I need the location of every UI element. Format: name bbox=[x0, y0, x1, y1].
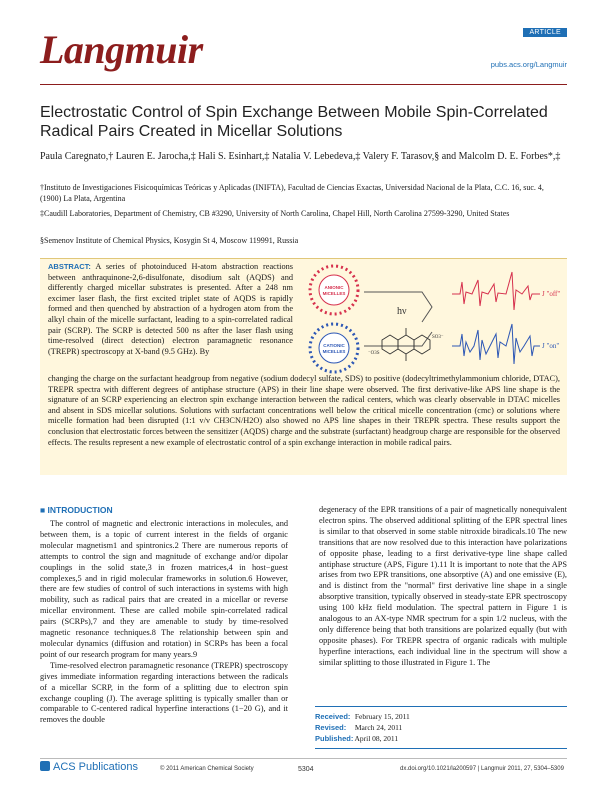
right-column bbox=[319, 505, 567, 669]
abstract-text-full: changing the charge on the surfactant headgroup from negative (sodium dodecyl sulfate, SDS) to positive (dodecyltrimethylammonium chloride, DTAC), TREPR spectra with different degrees of antiphase structure (APS) in their line shape were observed. The first derivative-like APS line shape is the signature of an SCRP experiencing an electron spin exchange interaction between the radical centers, which was clearly observable in DTAC micelles and absent in SDS micellar solutions. Solutions with surfactant concentrations well below the critical micelle concentration (cmc) or solutions where micelle formation had been disrupted (1:1 v/v CH3CN/H2O) also showed no APS line shapes in their TREPR spectra. These results support the conclusion that electrostatic forces between the sensitizer (AQDS) charge and the substrate (surfactant) headgroup charge are responsible for the observed effects. The results represent a new example of electrostatic control of a spin exchange interaction in mobile radical pairs. bbox=[48, 374, 560, 447]
affiliation-1: †Instituto de Investigaciones Fisicoquímicas Teóricas y Aplicadas (INIFTA), Facultad de Ciencias Exactas, Universidad Nacional de la Plata, C.C. 16, suc. 4, (1900) La Plata, Argentina bbox=[40, 183, 544, 203]
so3-label: SO3⁻ bbox=[432, 335, 444, 340]
doi-citation[interactable]: dx.doi.org/10.1021/la200597 | Langmuir 2011, 27, 5304–5309 bbox=[400, 766, 564, 772]
toc-graphic bbox=[302, 262, 562, 374]
anionic-label-2: MICELLES bbox=[322, 291, 346, 296]
revised-label: Revised: bbox=[315, 723, 347, 732]
spectrum-j-on bbox=[452, 324, 540, 364]
spectrum-j-off bbox=[452, 272, 540, 310]
received-date: February 15, 2011 bbox=[354, 712, 410, 721]
header-rule bbox=[40, 84, 567, 85]
received-row bbox=[315, 711, 567, 722]
cationic-label-2: MICELLES bbox=[322, 349, 346, 354]
anionic-label-1: ANIONIC bbox=[324, 285, 344, 290]
section-heading-introduction: ■ INTRODUCTION bbox=[40, 505, 113, 515]
acs-publications-logo bbox=[40, 761, 138, 773]
anionic-micelle-icon bbox=[310, 266, 358, 314]
hv-label: hν bbox=[397, 306, 407, 317]
cationic-label-1: CATIONIC bbox=[323, 343, 345, 348]
j-off-label: J "off" bbox=[542, 290, 561, 298]
affiliation-3: §Semenov Institute of Chemical Physics, Kosygin St 4, Moscow 119991, Russia bbox=[40, 236, 299, 245]
received-label: Received: bbox=[315, 712, 351, 721]
journal-url[interactable]: pubs.acs.org/Langmuir bbox=[490, 60, 567, 69]
left-column bbox=[40, 519, 288, 726]
intro-paragraph-1: The control of magnetic and electronic interactions in molecules, and between them, is a topic of current interest in the fields of organic molecular magnetism1 and spintronics.2 There are numerous reports of attempts to control the sign and magnitude of exchange and/or dipolar couplings in the solid state,3 in frozen matrices,4 in host−guest complexes,5 and in rigid molecular frameworks in solution.6 However, there are few studies of control of such interactions in systems with high mobility, such as radical pairs that are created in a micellar or reverse micellar environment. These are called mobile spin-correlated radical pairs (SCRPs),7 and they are amenable to study by time-resolved magnetic resonance techniques.8 The relationship between spin and molecular dynamics (diffusion and rotation) in SCRPs has been a focal point of our research program for many years.9 bbox=[40, 519, 288, 659]
abstract-text-top bbox=[48, 262, 293, 357]
affiliation-2: ‡Caudill Laboratories, Department of Chemistry, CB #3290, University of North Carolina, Chapel Hill, North Carolina 27599-3290, United States bbox=[40, 209, 510, 218]
revised-row bbox=[315, 722, 567, 733]
footer-rule bbox=[40, 758, 567, 759]
article-type-badge: ARTICLE bbox=[523, 28, 567, 37]
abstract-label: ABSTRACT: bbox=[48, 262, 91, 271]
copyright-notice: © 2011 American Chemical Society bbox=[160, 766, 254, 772]
intro-paragraph-3: degeneracy of the EPR transitions of a pair of magnetically nonequivalent electron spins. The observed additional splitting of the EPR spectral lines is similar to that observed in some stable nitroxide biradicals.10 The new transitions that are now resolved due to this interaction have polarizations of opposite phase, leading to a first derivative-type line shape called antiphase structure (APS, Figure 1).11 It is important to note that the APS arises from two EPR transitions, one absorptive (A) and one emissive (E), and is distinct from the "normal" first derivative line shape in a single absorptive transition, typically observed in steady-state EPR spectroscopy using 100 kHz field modulation. The spectral pattern in Figure 1 is analogous to an AX-type NMR spectrum for a spin 1/2 nucleus, with the only difference being that both transitions are polarized equally (but with opposite phases). For TREPR spectra of organic radicals with multiple hyperfine interactions, each individual line in the spectrum will show a similar splitting to those illustrated in Figure 1. The bbox=[319, 505, 567, 667]
published-label: Published: bbox=[315, 734, 354, 743]
acs-logo-icon bbox=[40, 761, 50, 771]
revised-date: March 24, 2011 bbox=[354, 723, 403, 732]
publication-dates bbox=[315, 706, 567, 749]
j-on-label: J "on" bbox=[542, 342, 560, 350]
author-list: Paula Caregnato,† Lauren E. Jarocha,‡ Hali S. Esinhart,‡ Natalia V. Lebedeva,‡ Valery F. Tarasov,§ and Malcolm D. E. Forbes*,‡ bbox=[40, 151, 561, 162]
journal-name: Langmuir bbox=[40, 27, 203, 72]
abstract-text-left: A series of photoinduced H-atom abstraction reactions between anthraquinone-2,6-disulfonate, disodium salt (AQDS) and differently charged micellar substrates is presented. After a 248 nm excimer laser flash, the first excited triplet state of AQDS is rapidly formed and then quenched by abstraction of a hydrogen atom from the alkyl chain of the micelle surfactant, leading to a spin-correlated radical pair (SCRP). The SCRP is detected 500 ns after the laser flash using time-resolved (direct detection) electron paramagnetic resonance (TREPR) spectroscopy at X-band (9.5 GHz). By bbox=[48, 262, 293, 356]
published-row bbox=[315, 733, 567, 744]
cationic-micelle-icon bbox=[310, 324, 358, 372]
article-title: Electrostatic Control of Spin Exchange Between Mobile Spin-Correlated Radical Pairs Created in Micellar Solutions bbox=[40, 104, 548, 140]
page-number: 5304 bbox=[298, 766, 314, 773]
o3s-label: ⁻O3S bbox=[368, 351, 380, 356]
intro-paragraph-2: Time-resolved electron paramagnetic resonance (TREPR) spectroscopy gives immediate information regarding interactions between the radicals of a micellar SCRP, in the form of a splitting due to electron spin exchange coupling (J). The average splitting is typically smaller than or comparable to C-centered radical hyperfine interactions (1−20 G), and it removes the double bbox=[40, 660, 288, 725]
published-date: April 08, 2011 bbox=[354, 734, 399, 743]
acs-publisher-name: ACS Publications bbox=[53, 761, 138, 773]
